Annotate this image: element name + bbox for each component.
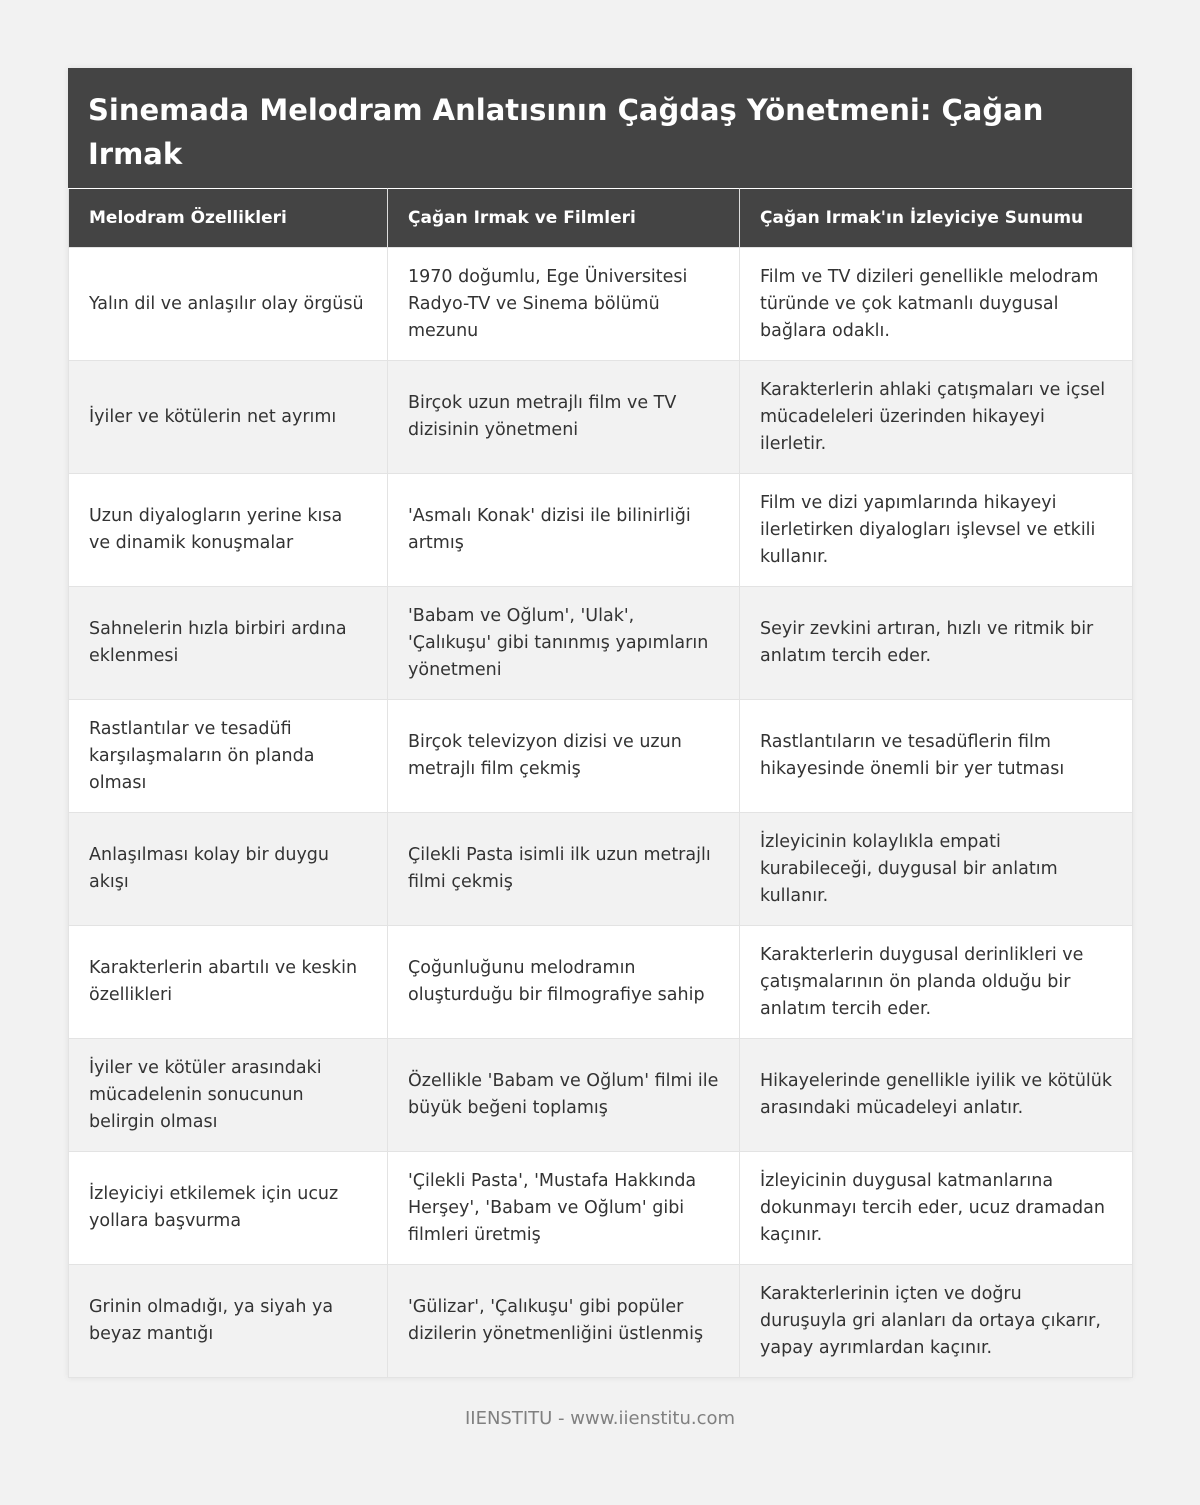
table-cell: Film ve TV dizileri genellikle melodram türünde ve çok katmanlı duygusal bağlara odaklı.	[740, 248, 1133, 361]
footer-credit: IIENSTITU - www.iienstitu.com	[464, 1408, 736, 1429]
column-header: Melodram Özellikleri	[69, 189, 388, 248]
table-cell: Karakterlerin abartılı ve keskin özellikleri	[69, 926, 388, 1039]
table-row	[69, 700, 1133, 813]
table-cell: İyiler ve kötüler arasındaki mücadelenin sonucunun belirgin olması	[69, 1039, 388, 1152]
table-cell: Film ve dizi yapımlarında hikayeyi ilerletirken diyalogları işlevsel ve etkili kullanır.	[740, 474, 1133, 587]
table-cell: Birçok uzun metrajlı film ve TV dizisinin yönetmeni	[388, 361, 740, 474]
table-cell: 'Gülizar', 'Çalıkuşu' gibi popüler dizilerin yönetmenliğini üstlenmiş	[388, 1265, 740, 1378]
table-cell: Rastlantıların ve tesadüflerin film hikayesinde önemli bir yer tutması	[740, 700, 1133, 813]
table-row	[69, 361, 1133, 474]
table-cell: 1970 doğumlu, Ege Üniversitesi Radyo-TV ve Sinema bölümü mezunu	[388, 248, 740, 361]
table-cell: Rastlantılar ve tesadüfi karşılaşmaların ön planda olması	[69, 700, 388, 813]
table-row	[69, 587, 1133, 700]
table-cell: Çoğunluğunu melodramın oluşturduğu bir filmografiye sahip	[388, 926, 740, 1039]
column-header: Çağan Irmak'ın İzleyiciye Sunumu	[740, 189, 1133, 248]
table-cell: 'Babam ve Oğlum', 'Ulak', 'Çalıkuşu' gibi tanınmış yapımların yönetmeni	[388, 587, 740, 700]
table-cell: İzleyicinin duygusal katmanlarına dokunmayı tercih eder, ucuz dramadan kaçınır.	[740, 1152, 1133, 1265]
table-row	[69, 1152, 1133, 1265]
table-card	[68, 68, 1132, 1378]
table-row	[69, 1039, 1133, 1152]
table-cell: İyiler ve kötülerin net ayrımı	[69, 361, 388, 474]
column-header: Çağan Irmak ve Filmleri	[388, 189, 740, 248]
table-cell: Hikayelerinde genellikle iyilik ve kötülük arasındaki mücadeleyi anlatır.	[740, 1039, 1133, 1152]
table-cell: Sahnelerin hızla birbiri ardına eklenmesi	[69, 587, 388, 700]
page-title: Sinemada Melodram Anlatısının Çağdaş Yönetmeni: Çağan Irmak	[88, 93, 1044, 171]
table-cell: Karakterlerin ahlaki çatışmaları ve içsel mücadeleleri üzerinden hikayeyi ilerletir.	[740, 361, 1133, 474]
data-table	[68, 188, 1133, 1378]
table-row	[69, 926, 1133, 1039]
table-cell: İzleyicinin kolaylıkla empati kurabileceği, duygusal bir anlatım kullanır.	[740, 813, 1133, 926]
table-cell: Özellikle 'Babam ve Oğlum' filmi ile büyük beğeni toplamış	[388, 1039, 740, 1152]
table-cell: 'Çilekli Pasta', 'Mustafa Hakkında Herşey', 'Babam ve Oğlum' gibi filmleri üretmiş	[388, 1152, 740, 1265]
table-cell: Karakterlerinin içten ve doğru duruşuyla gri alanları da ortaya çıkarır, yapay ayrımlardan kaçınır.	[740, 1265, 1133, 1378]
table-cell: Anlaşılması kolay bir duygu akışı	[69, 813, 388, 926]
table-cell: Grinin olmadığı, ya siyah ya beyaz mantığı	[69, 1265, 388, 1378]
table-cell: Yalın dil ve anlaşılır olay örgüsü	[69, 248, 388, 361]
table-row	[69, 813, 1133, 926]
table-row	[69, 248, 1133, 361]
table-cell: Birçok televizyon dizisi ve uzun metrajlı film çekmiş	[388, 700, 740, 813]
table-cell: Seyir zevkini artıran, hızlı ve ritmik bir anlatım tercih eder.	[740, 587, 1133, 700]
table-cell: Karakterlerin duygusal derinlikleri ve çatışmalarının ön planda olduğu bir anlatım tercih eder.	[740, 926, 1133, 1039]
table-cell: Çilekli Pasta isimli ilk uzun metrajlı filmi çekmiş	[388, 813, 740, 926]
table-cell: 'Asmalı Konak' dizisi ile bilinirliği artmış	[388, 474, 740, 587]
table-row	[69, 1265, 1133, 1378]
table-cell: İzleyiciyi etkilemek için ucuz yollara başvurma	[69, 1152, 388, 1265]
table-cell: Uzun diyalogların yerine kısa ve dinamik konuşmalar	[69, 474, 388, 587]
header-row	[69, 189, 1133, 248]
title-bar	[68, 68, 1132, 188]
table-row	[69, 474, 1133, 587]
table-body	[69, 248, 1133, 1378]
